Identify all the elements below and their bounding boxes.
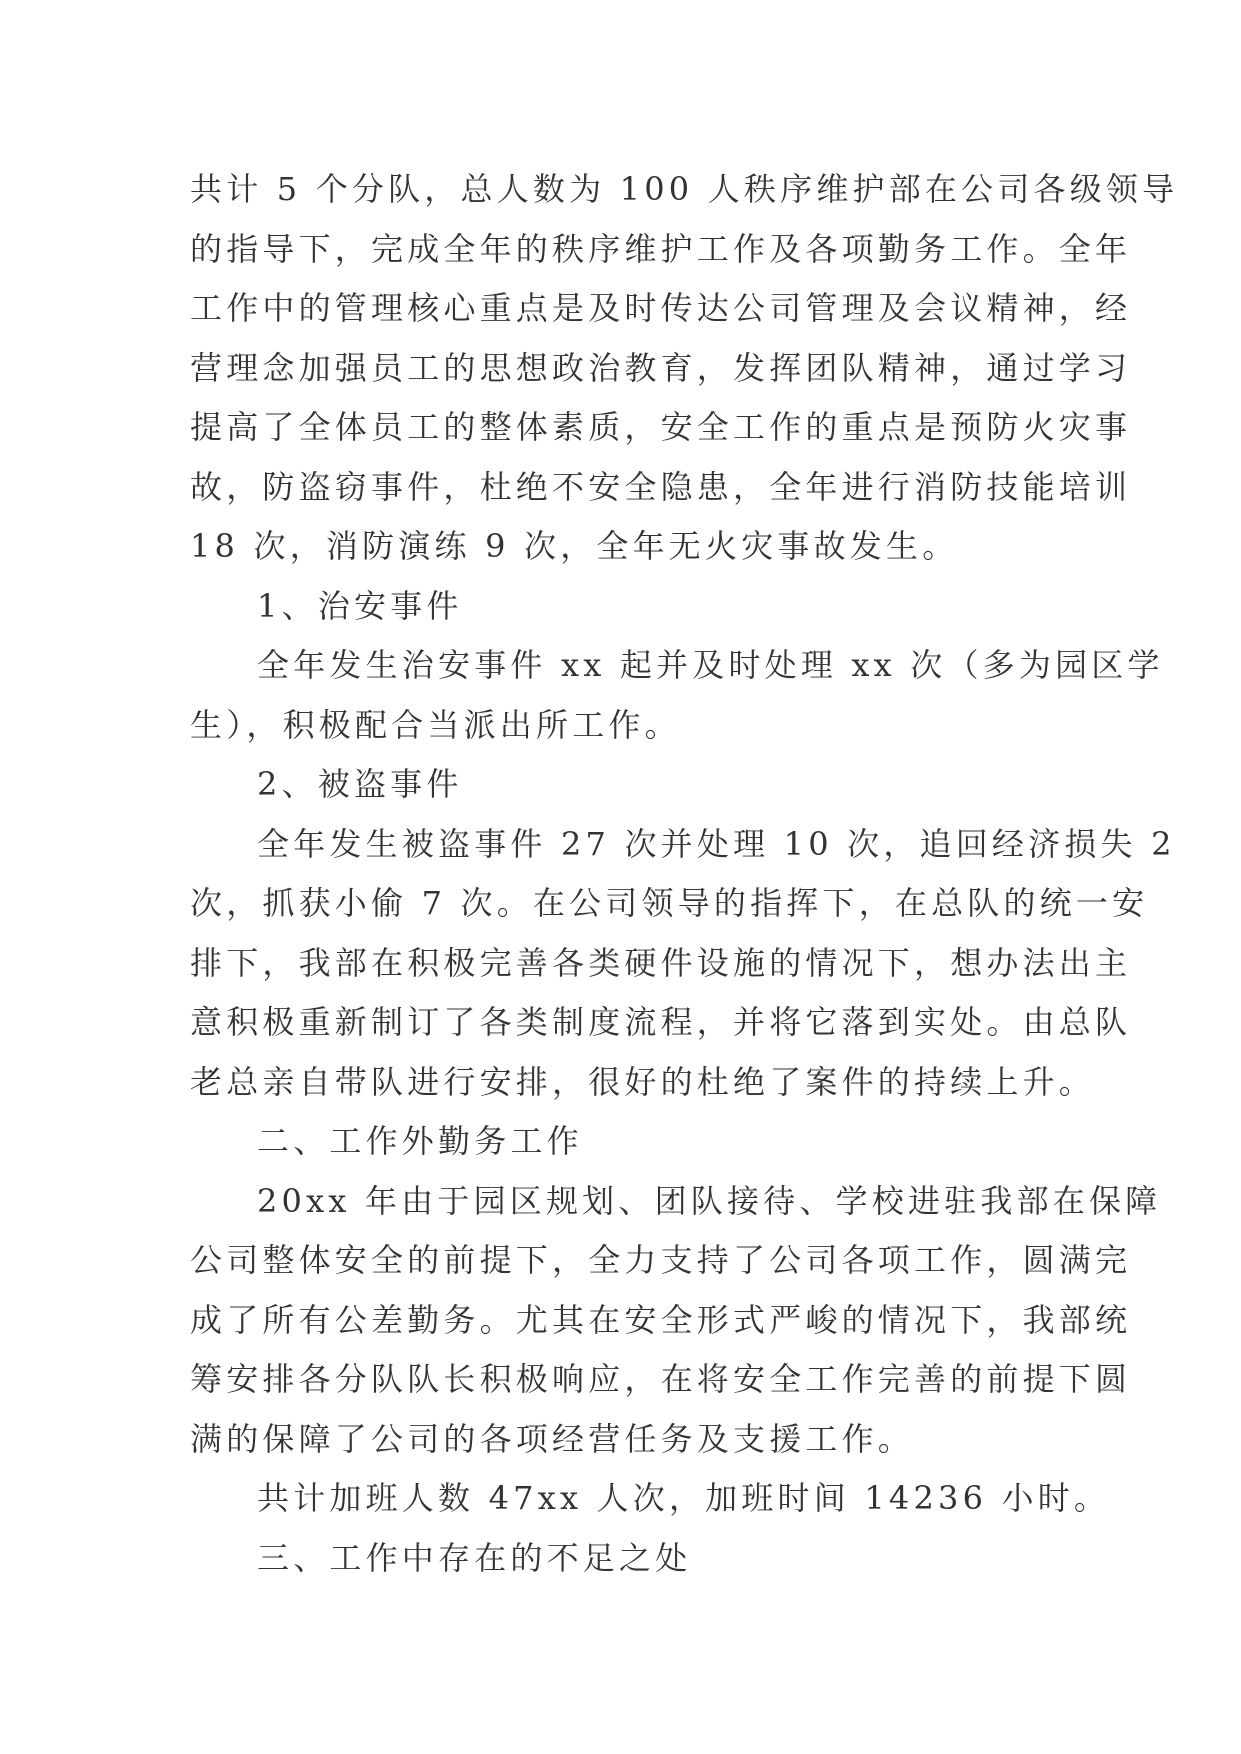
paragraph-line: 20xx 年由于园区规划、团队接待、学校进驻我部在保障 bbox=[257, 1181, 1162, 1220]
section-heading: 三、工作中存在的不足之处 bbox=[257, 1538, 692, 1577]
section-heading: 2、被盗事件 bbox=[257, 765, 463, 803]
paragraph-line: 营理念加强员工的思想政治教育，发挥团队精神，通过学习 bbox=[190, 348, 1132, 387]
paragraph-line: 筹安排各分队队长积极响应，在将安全工作完善的前提下圆 bbox=[190, 1360, 1132, 1398]
section-heading: 二、工作外勤务工作 bbox=[257, 1122, 583, 1160]
paragraph-line: 工作中的管理核心重点是及时传达公司管理及会议精神，经 bbox=[190, 289, 1132, 327]
paragraph-line: 排下，我部在积极完善各类硬件设施的情况下，想办法出主 bbox=[190, 943, 1132, 982]
document-body bbox=[190, 160, 1179, 1588]
paragraph-line: 生），积极配合当派出所工作。 bbox=[190, 705, 681, 744]
paragraph-line: 成了所有公差勤务。尤其在安全形式严峻的情况下，我部统 bbox=[190, 1300, 1132, 1339]
paragraph-line: 故，防盗窃事件，杜绝不安全隐患，全年进行消防技能培训 bbox=[190, 467, 1132, 506]
paragraph-line: 次，抓获小偷 7 次。在公司领导的指挥下，在总队的统一安 bbox=[190, 884, 1149, 922]
paragraph-line: 满的保障了公司的各项经营任务及支援工作。 bbox=[190, 1419, 915, 1458]
paragraph-line: 老总亲自带队进行安排，很好的杜绝了案件的持续上升。 bbox=[190, 1062, 1096, 1101]
paragraph-line: 全年发生治安事件 xx 起并及时处理 xx 次（多为园区学 bbox=[257, 646, 1164, 684]
paragraph-line: 共计 5 个分队，总人数为 100 人秩序维护部在公司各级领导 bbox=[190, 170, 1179, 208]
paragraph-line: 意积极重新制订了各类制度流程，并将它落到实处。由总队 bbox=[190, 1003, 1132, 1041]
paragraph-line: 18 次，消防演练 9 次，全年无火灾事故发生。 bbox=[190, 527, 959, 565]
paragraph-line: 提高了全体员工的整体素质，安全工作的重点是预防火灾事 bbox=[190, 408, 1132, 446]
paragraph-line: 全年发生被盗事件 27 次并处理 10 次，追回经济损失 2 bbox=[257, 824, 1176, 863]
paragraph-line: 公司整体安全的前提下，全力支持了公司各项工作，圆满完 bbox=[190, 1241, 1132, 1279]
paragraph-line: 共计加班人数 47xx 人次，加班时间 14236 小时。 bbox=[257, 1479, 1111, 1517]
section-heading: 1、治安事件 bbox=[257, 586, 463, 625]
paragraph-line: 的指导下，完成全年的秩序维护工作及各项勤务工作。全年 bbox=[190, 229, 1132, 268]
